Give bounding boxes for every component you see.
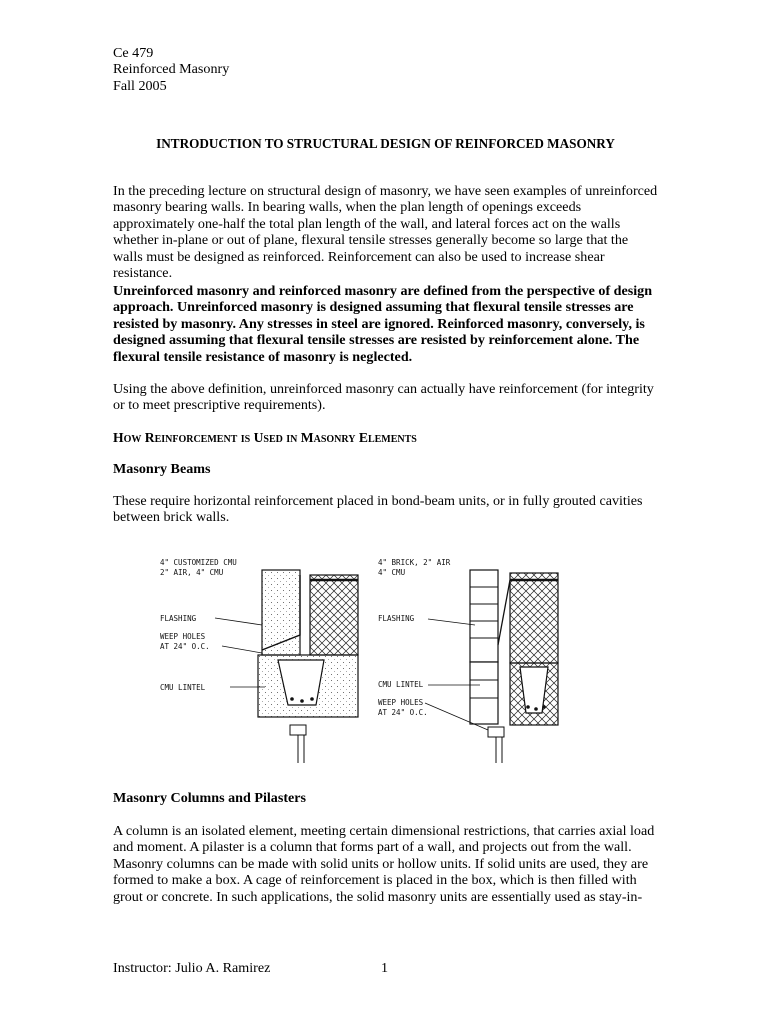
- course-code: Ce 479: [113, 45, 154, 61]
- right-label-weep-1: WEEP HOLES: [378, 698, 424, 707]
- section-heading: How Reinforcement is Used in Masonry Elements: [113, 430, 417, 445]
- course-subject: Reinforced Masonry: [113, 61, 230, 78]
- document-header: [113, 45, 658, 94]
- right-label-flashing: FLASHING: [378, 614, 415, 623]
- paragraph-intro: In the preceding lecture on structural design of masonry, we have seen examples of unreinforced masonry bearing walls. In bearing walls, when the plan length of openings exceeds approximately one-half the total plan length of the wall, and lateral forces act on the walls whether in-plane or out of plane, flexural tensile stresses generally become so large that the walls must be designed as reinforced. Reinforcement can also be used to increase shear resistance.: [113, 183, 658, 282]
- paragraph-columns: A column is an isolated element, meeting certain dimensional restrictions, that carries axial load and moment. A pilaster is a column that forms part of a wall, and projects out from the wall. Masonry columns can be made with solid units or hollow units. If solid units are used, they are formed to make a box. A cage of reinforcement is placed in the box, which is then filled with grout or concrete. In such applications, the solid masonry units are essentially used as stay-in-: [113, 823, 655, 905]
- right-label-title-1: 4" BRICK, 2" AIR: [378, 558, 451, 567]
- left-label-flashing: FLASHING: [160, 614, 197, 623]
- course-term: Fall 2005: [113, 77, 167, 94]
- paragraph-usage: Using the above definition, unreinforced masonry can actually have reinforcement (for integrity or to meet prescriptive requirements).: [113, 381, 654, 414]
- document-title: INTRODUCTION TO STRUCTURAL DESIGN OF REINFORCED MASONRY: [156, 136, 615, 151]
- right-label-lintel: CMU LINTEL: [378, 680, 424, 689]
- right-lintel-detail: [470, 570, 558, 763]
- left-label-title-2: 2" AIR, 4" CMU: [160, 568, 224, 577]
- subheading-beams: Masonry Beams: [113, 461, 211, 477]
- lintel-detail-figure: [150, 535, 595, 770]
- left-lintel-detail: [258, 570, 358, 763]
- right-label-title-2: 4" CMU: [378, 568, 406, 577]
- paragraph-definition: Unreinforced masonry and reinforced masonry are defined from the perspective of design approach. Unreinforced masonry is designed assuming that flexural tensile stresses are resisted by masonry. Any stresses in steel are ignored. Reinforced masonry, conversely, is designed assuming that flexural tensile stresses are resisted by reinforcement alone. The flexural tensile resistance of masonry is neglected.: [113, 283, 653, 365]
- left-label-weep-1: WEEP HOLES: [160, 632, 206, 641]
- footer-page-number: 1: [381, 960, 389, 976]
- left-label-title-1: 4" CUSTOMIZED CMU: [160, 558, 237, 567]
- subheading-columns: Masonry Columns and Pilasters: [113, 790, 307, 806]
- footer-instructor: Instructor: Julio A. Ramirez: [113, 960, 271, 976]
- right-label-weep-2: AT 24" O.C.: [378, 708, 428, 717]
- paragraph-beams: These require horizontal reinforcement placed in bond-beam units, or in fully grouted cavities between brick walls.: [113, 493, 643, 526]
- left-label-weep-2: AT 24" O.C.: [160, 642, 210, 651]
- left-label-lintel: CMU LINTEL: [160, 683, 206, 692]
